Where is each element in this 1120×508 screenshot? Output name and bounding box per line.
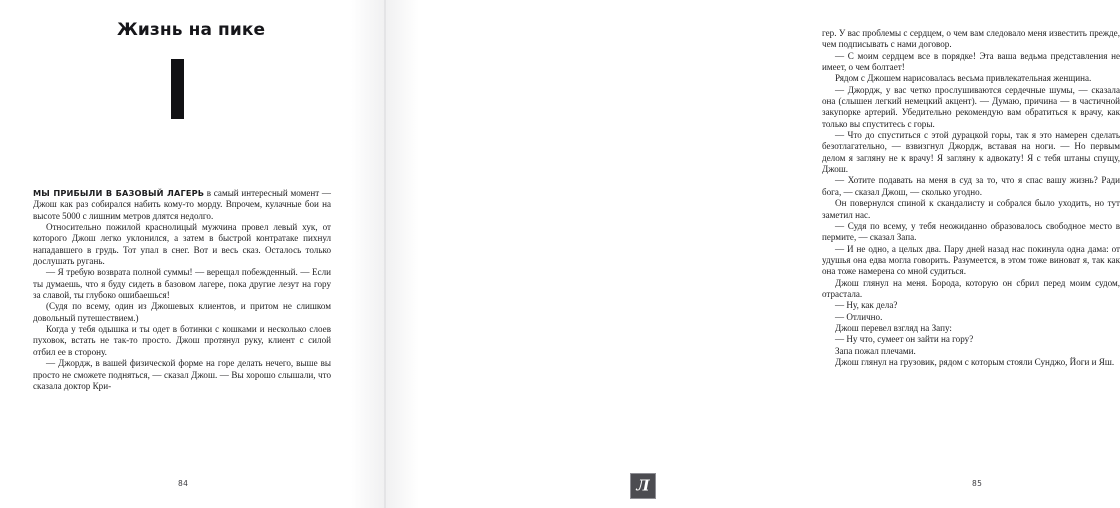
left-page xyxy=(0,0,385,508)
paragraph: — Что до спуститься с этой дурацкой горы, так я это намерен сделать безотлагательно, — взвизгнул Джордж, вставая на ноги. — Но первым делом я загляну не к врачу! Я загляну к адвокату! Я с тебя штаны спущу, Джош. xyxy=(822,130,1120,175)
paragraph: Он повернулся спиной к скандалисту и собрался было уходить, но тут заметил нас. xyxy=(822,198,1120,220)
right-page-text-column xyxy=(822,28,1120,368)
paragraph-text: в самый интересный момент — Джош как раз собирался набить кому-то морду. Впрочем, кулачные бои на высоте 5000 с лишним метров длятся недолго. xyxy=(33,188,331,221)
paragraph: — Джордж, в вашей физической форме на горе делать нечего, выше вы просто не сможете подняться, — сказал Джош. — Вы хорошо слышали, что сказала доктор Кри- xyxy=(33,358,331,391)
paragraph: — Судя по всему, у тебя неожиданно образовалось свободное место в пермите, — сказал Запа. xyxy=(822,220,1120,243)
chapter-title: Жизнь на пике xyxy=(117,20,266,40)
chapter-ornament-rule xyxy=(171,59,184,119)
paragraph: — Ну, как дела? xyxy=(835,300,898,311)
paragraph: Запа пожал плечами. xyxy=(835,345,916,356)
paragraph: Джош глянул на меня. Борода, которую он сбрил перед моим судом, отрастала. xyxy=(822,277,1120,299)
left-page-text-column xyxy=(33,188,331,392)
paragraph: (Судя по всему, один из Джошевых клиентов, и притом не слишком довольный путешествием.) xyxy=(33,301,331,323)
paragraph: Джош перевел взгляд на Запу: xyxy=(835,322,952,333)
gutter-shadow-right xyxy=(385,0,419,508)
paragraph: — И не одно, а целых два. Пару дней назад нас покинула одна дама: от удушья она едва могла говорить. Разумеется, в этом тоже виноват я, так как она тоже намерена со мной судиться. xyxy=(822,243,1120,277)
paragraph: Джош глянул на грузовик, рядом с которым стояли Сунджо, Йоги и Яш. xyxy=(835,356,1115,367)
page-number-left: 84 xyxy=(178,479,189,488)
paragraph: Когда у тебя одышка и ты одет в ботинки с кошками и несколько слоев пуховок, встать не так-то просто. Джош протянул руку, клиент с силой отбил ее в сторону. xyxy=(33,324,331,357)
paragraph: гер. У вас проблемы с сердцем, о чем вам следовало меня известить прежде, чем подписывать с нами договор. xyxy=(822,28,1120,50)
paragraph: Относительно пожилой краснолицый мужчина провел левый хук, от которого Джош легко уклонился, а затем в быстрой контратаке пихнул нападавшего в грудь. Тот упал в снег. Вот и весь сказ. Осталось только дослушать ругань. xyxy=(33,222,331,267)
right-page xyxy=(385,0,1120,508)
paragraph: Рядом с Джошем нарисовалась весьма привлекательная женщина. xyxy=(835,73,1092,84)
opening-small-caps: МЫ ПРИБЫЛИ В БАЗОВЫЙ ЛАГЕРЬ xyxy=(33,188,205,198)
paragraph: — Отлично. xyxy=(835,311,883,322)
paragraph: — Ну что, сумеет он зайти на гору? xyxy=(835,334,974,345)
paragraph: — С моим сердцем все в порядке! Эта ваша ведьма представления не имеет, о чем болтает! xyxy=(822,50,1120,73)
paragraph: — Джордж, у вас четко прослушиваются сердечные шумы, — сказала она (слышен легкий немецкий акцент). — Думаю, причина — в частичной закупорке артерий. Убедительно рекомендую вам обратиться к врачу, как только вы спуститесь с горы. xyxy=(822,84,1120,129)
publisher-logo-icon xyxy=(630,473,656,499)
gutter-shadow-left xyxy=(351,0,385,508)
publisher-logo-letter: Л xyxy=(636,476,650,494)
page-number-right: 85 xyxy=(972,479,983,488)
paragraph xyxy=(33,188,331,222)
paragraph: — Хотите подавать на меня в суд за то, что я спас вашу жизнь? Ради бога, — сказал Джош, — сколько угодно. xyxy=(822,175,1120,197)
paragraph: — Я требую возврата полной суммы! — верещал побежденный. — Если ты думаешь, что я буду сидеть в базовом лагере, пока другие лезут на гору за славой, ты глубоко ошибаешься! xyxy=(33,267,331,301)
